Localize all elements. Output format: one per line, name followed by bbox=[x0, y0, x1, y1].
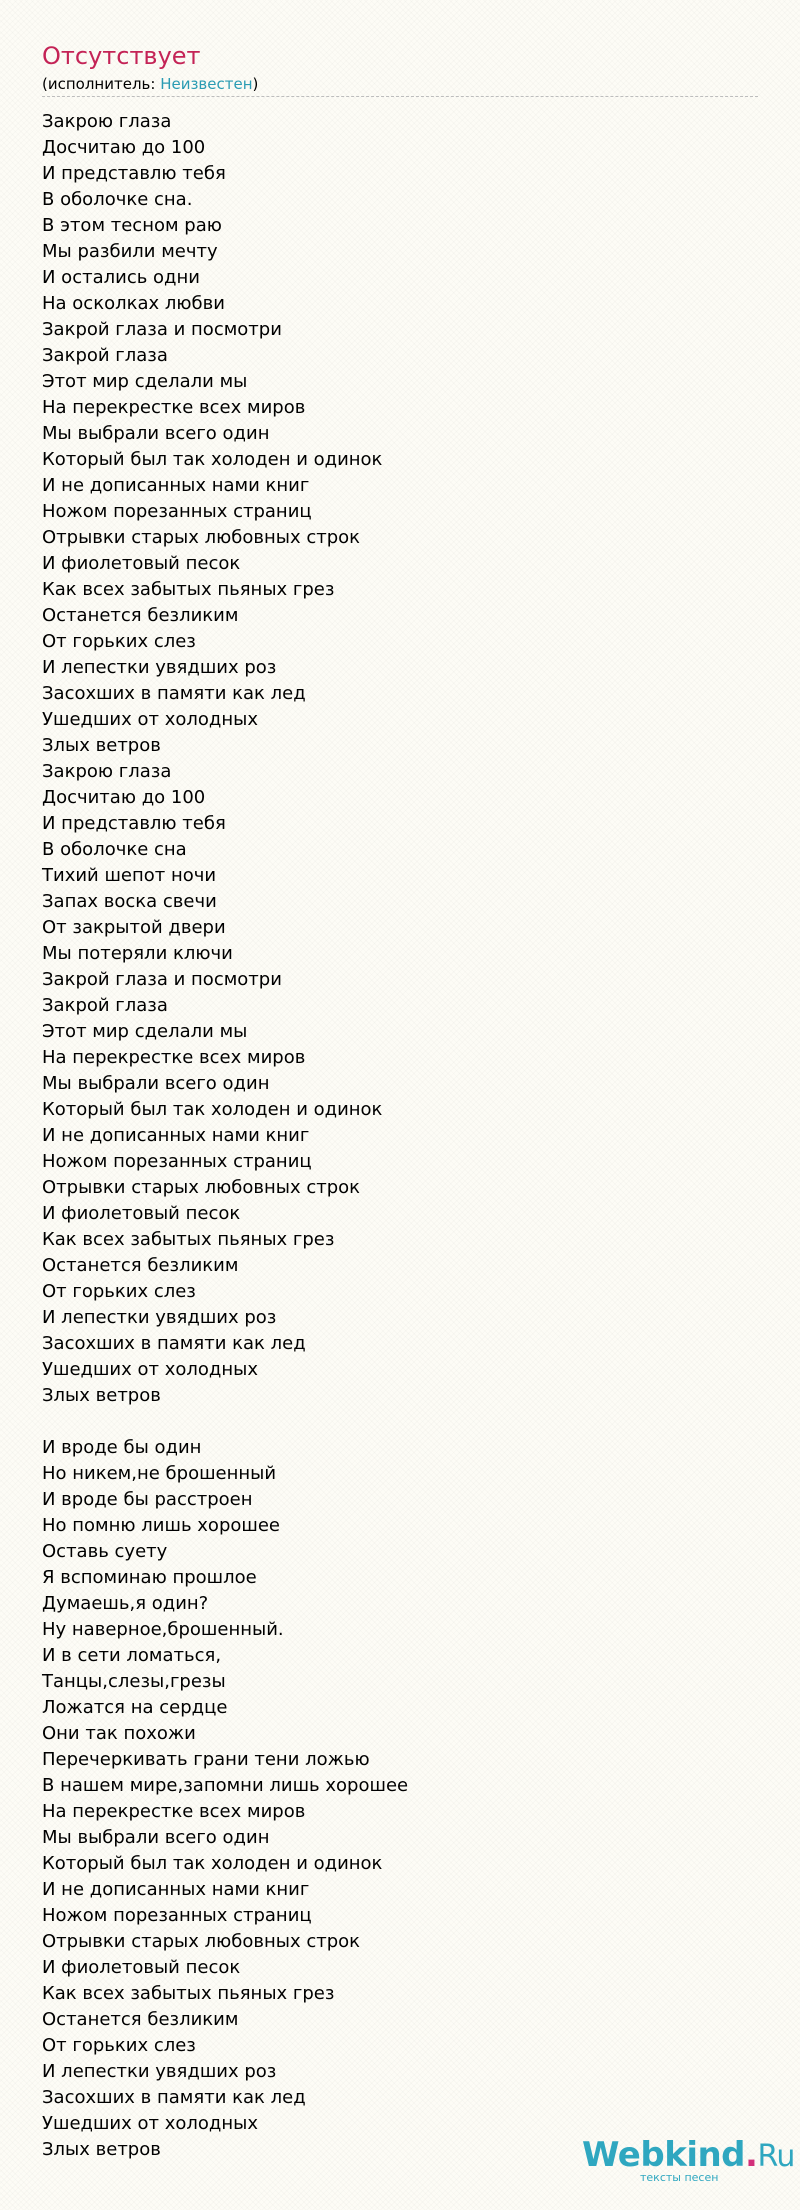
lyric-line: Запах воска свечи bbox=[42, 891, 217, 912]
lyric-line: Закрою глаза bbox=[42, 111, 172, 132]
lyric-line: И фиолетовый песок bbox=[42, 1957, 241, 1978]
lyric-line: Ножом порезанных страниц bbox=[42, 501, 312, 522]
lyric-line: Ложатся на сердце bbox=[42, 1697, 228, 1718]
lyric-line: От горьких слез bbox=[42, 2035, 196, 2056]
song-title: Отсутствует bbox=[42, 42, 201, 70]
lyric-line: Досчитаю до 100 bbox=[42, 137, 206, 158]
lyric-line: Они так похожи bbox=[42, 1723, 196, 1744]
lyric-line: Досчитаю до 100 bbox=[42, 787, 206, 808]
logo-dot: . bbox=[745, 2135, 758, 2175]
lyric-line: Который был так холоден и одинок bbox=[42, 1099, 383, 1120]
lyric-line: Перечеркивать грани тени ложью bbox=[42, 1749, 370, 1770]
lyric-line: И лепестки увядших роз bbox=[42, 1307, 277, 1328]
lyric-line: Ножом порезанных страниц bbox=[42, 1151, 312, 1172]
lyric-line: Отрывки старых любовных строк bbox=[42, 1177, 361, 1198]
lyric-line: Закрой глаза bbox=[42, 995, 168, 1016]
lyric-line: На перекрестке всех миров bbox=[42, 1047, 306, 1068]
lyric-line: И не дописанных нами книг bbox=[42, 1879, 310, 1900]
lyric-line: На перекрестке всех миров bbox=[42, 397, 306, 418]
lyric-line: Злых ветров bbox=[42, 1385, 161, 1406]
lyric-line: Думаешь,я один? bbox=[42, 1593, 209, 1614]
lyric-line: Ушедших от холодных bbox=[42, 2113, 258, 2134]
artist-prefix: (исполнитель: bbox=[42, 75, 161, 93]
site-logo[interactable] bbox=[582, 2135, 795, 2184]
lyric-line: И не дописанных нами книг bbox=[42, 475, 310, 496]
lyric-line: Этот мир сделали мы bbox=[42, 371, 248, 392]
lyric-line: Я вспоминаю прошлое bbox=[42, 1567, 257, 1588]
lyric-line: Танцы,слезы,грезы bbox=[42, 1671, 226, 1692]
logo-tagline: тексты песен bbox=[640, 2171, 719, 2184]
lyrics-page bbox=[42, 40, 762, 2163]
lyric-line: Останется безликим bbox=[42, 605, 239, 626]
lyric-line: Засохших в памяти как лед bbox=[42, 2087, 306, 2108]
lyric-line: Мы потеряли ключи bbox=[42, 943, 233, 964]
lyric-line: И представлю тебя bbox=[42, 813, 226, 834]
lyric-line: Ушедших от холодных bbox=[42, 709, 258, 730]
lyric-line: Закрой глаза и посмотри bbox=[42, 319, 282, 340]
lyric-line: Останется безликим bbox=[42, 1255, 239, 1276]
lyric-line: Ну наверное,брошенный. bbox=[42, 1619, 284, 1640]
lyric-line: Как всех забытых пьяных грез bbox=[42, 1229, 335, 1250]
lyric-line: Злых ветров bbox=[42, 2139, 161, 2160]
lyric-line: Закрой глаза bbox=[42, 345, 168, 366]
artist-suffix: ) bbox=[252, 75, 259, 93]
lyric-line: И вроде бы расстроен bbox=[42, 1489, 253, 1510]
lyric-line: И представлю тебя bbox=[42, 163, 226, 184]
lyric-line: И не дописанных нами книг bbox=[42, 1125, 310, 1146]
lyric-line: Отрывки старых любовных строк bbox=[42, 1931, 361, 1952]
lyric-line: Ушедших от холодных bbox=[42, 1359, 258, 1380]
lyric-line: Мы выбрали всего один bbox=[42, 1073, 270, 1094]
lyric-line: От закрытой двери bbox=[42, 917, 226, 938]
lyric-line: И лепестки увядших роз bbox=[42, 2061, 277, 2082]
lyric-line: И остались одни bbox=[42, 267, 200, 288]
lyrics-text bbox=[42, 109, 762, 2163]
lyric-line: Закрой глаза и посмотри bbox=[42, 969, 282, 990]
lyric-line: Тихий шепот ночи bbox=[42, 865, 217, 886]
lyric-line: Который был так холоден и одинок bbox=[42, 449, 383, 470]
logo-wordmark bbox=[582, 2135, 795, 2176]
lyric-line: В оболочке сна. bbox=[42, 189, 193, 210]
lyric-line: В этом тесном раю bbox=[42, 215, 222, 236]
lyric-line: И лепестки увядших роз bbox=[42, 657, 277, 678]
lyric-line: От горьких слез bbox=[42, 1281, 196, 1302]
lyric-line: Мы выбрали всего один bbox=[42, 1827, 270, 1848]
lyric-line: Как всех забытых пьяных грез bbox=[42, 1983, 335, 2004]
lyric-line: Засохших в памяти как лед bbox=[42, 1333, 306, 1354]
lyric-line: Злых ветров bbox=[42, 735, 161, 756]
lyric-line: И в сети ломаться, bbox=[42, 1645, 222, 1666]
artist-line bbox=[42, 74, 762, 94]
lyric-line: Но никем,не брошенный bbox=[42, 1463, 277, 1484]
lyric-line: Мы разбили мечту bbox=[42, 241, 218, 262]
lyric-line: Мы выбрали всего один bbox=[42, 423, 270, 444]
lyric-line: И вроде бы один bbox=[42, 1437, 202, 1458]
lyric-line: И фиолетовый песок bbox=[42, 1203, 241, 1224]
lyric-line: Закрою глаза bbox=[42, 761, 172, 782]
lyric-line: Как всех забытых пьяных грез bbox=[42, 579, 335, 600]
lyric-line: В нашем мире,запомни лишь хорошее bbox=[42, 1775, 409, 1796]
lyric-line: Останется безликим bbox=[42, 2009, 239, 2030]
lyric-line: В оболочке сна bbox=[42, 839, 187, 860]
lyric-line: От горьких слез bbox=[42, 631, 196, 652]
logo-ru: Ru bbox=[757, 2139, 795, 2174]
lyric-line: И фиолетовый песок bbox=[42, 553, 241, 574]
logo-kind: kind bbox=[664, 2135, 746, 2175]
lyric-line: Который был так холоден и одинок bbox=[42, 1853, 383, 1874]
lyric-line: Этот мир сделали мы bbox=[42, 1021, 248, 1042]
lyric-line: На перекрестке всех миров bbox=[42, 1801, 306, 1822]
lyric-blank-line bbox=[42, 1409, 762, 1435]
lyric-line: На осколках любви bbox=[42, 293, 225, 314]
artist-link[interactable]: Неизвестен bbox=[160, 75, 253, 93]
header-divider bbox=[42, 96, 758, 97]
lyric-line: Но помню лишь хорошее bbox=[42, 1515, 280, 1536]
lyric-line: Засохших в памяти как лед bbox=[42, 683, 306, 704]
lyric-line: Оставь суету bbox=[42, 1541, 168, 1562]
lyric-line: Ножом порезанных страниц bbox=[42, 1905, 312, 1926]
logo-web: Web bbox=[582, 2135, 665, 2175]
lyric-line: Отрывки старых любовных строк bbox=[42, 527, 361, 548]
